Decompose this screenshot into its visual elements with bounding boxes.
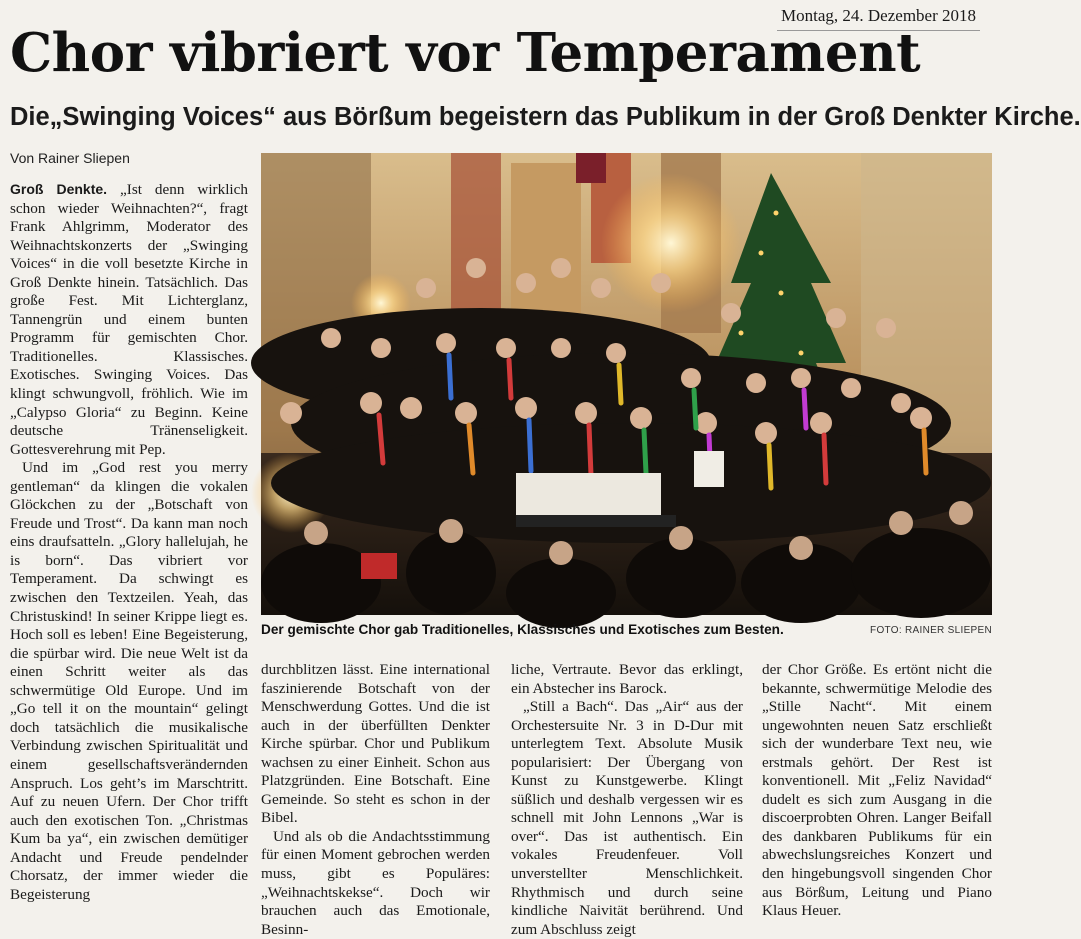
paragraph (10, 180, 248, 459)
paragraph: Und im „God rest you merry gentleman“ da klingen die vokalen Glöckchen zu der „Botschaft von Freude und Trost“. Da kann man noch eins draufsatteln. „Glory hallelujah, he is born“. Das vibriert vor Temperament. Da schwingt es zwischen den Textzeilen. Yeah, das Christuskind! In seiner Krippe liegt es. Hoch soll es leben! Eine Begeisterung, die spürbar wird. Die neue Welt ist da einen Schritt weiter als das schwermütige Old Europe. Und im „Go tell it on the mountain“ gelingt doch tatsächlich die musikalische Verbindung zwischen Spiritualität und einem gesellschaftsverändernden Anspruch. Los geht’s im Marschtritt. Auf zu neuen Ufern. Der Chor trifft auch den exotischen Ton. „Christmas Kum ba ya“, ein zwischen demütiger Andacht und Freude pendelnder Chorsatz, der immer wieder die Begeisterung (10, 459, 248, 903)
paragraph: „Still a Bach“. Das „Air“ aus der Orchestersuite Nr. 3 in D-Dur mit unterlegtem Text. Absolute Musik popularisiert: Der Übergang von Kunst zu Kunstgewerbe. Klingt süßlich und deshalb vergessen wir es schnell mit John Lennons „War is over“. Das ist authentisch. Ein vokales Freudenfeuer. Voll unverstellter Menschlichkeit. Rhythmisch und durch seine kindliche Naivität berührend. Und zum Abschluss zeigt (511, 698, 743, 938)
choir-photo (261, 153, 992, 615)
subheadline: Die„Swinging Voices“ aus Börßum begeistern das Publikum in der Groß Denkter Kirche. (10, 103, 1081, 131)
article-column-3 (511, 661, 743, 938)
dateline-place: Groß Denkte. (10, 181, 108, 197)
article-column-2 (261, 661, 490, 938)
article-column-4 (762, 661, 992, 925)
paragraph-text: „Ist denn wirklich schon wieder Weihnachten?“, fragt Frank Ahlgrimm, Moderator des Weihnachtskonzerts der „Swinging Voices“ in die voll besetzte Kirche in Groß Denkte hinein. Tatsächlich. Das große Fest. Mit Lichterglanz, Tannengrün und einem bunten Programm für gemischten Chor. Traditionelles. Klassisches. Exotisches. Swinging Voices. Das klingt schwungvoll, fröhlich. Wie im „Calypso Gloria“ zu Beginn. Keine deutsche Tränenseligkeit. Gottesverehrung mit Pep. (10, 181, 248, 458)
publication-date: Montag, 24. Dezember 2018 (777, 6, 980, 31)
headline: Chor vibriert vor Temperament (10, 22, 921, 84)
paragraph: liche, Vertraute. Bevor das erklingt, ein Abstecher ins Barock. (511, 661, 743, 697)
article-column-1 (10, 180, 248, 925)
paragraph: Und als ob die Andachtsstimmung für einen Moment gebrochen werden muss, gibt es Populäres: „Weihnachtskekse“. Doch wir brauchen auch das Emotionale, Besinn- (261, 827, 490, 938)
byline: Von Rainer Sliepen (10, 150, 130, 166)
paragraph: der Chor Größe. Es ertönt nicht die bekannte, schwermütige Melodie des „Stille Nacht“. Mit einem ungewohnten neuen Satz erschließt sich der wunderbare Text neu, wie erstmals gehört. Der Rest ist konventionell. Mit „Feliz Navidad“ dudelt es sich zum Ausgang in die discoerprobten Ohren. Langer Beifall des dankbaren Publikums für ein abwechslungsreiches Konzert und den hingebungsvoll singenden Chor aus Börßum, Leitung und Piano Klaus Heuer. (762, 661, 992, 920)
photo-credit: FOTO: RAINER SLIEPEN (870, 625, 992, 636)
paragraph: durchblitzen lässt. Eine international faszinierende Botschaft von der Menschwerdung Gottes. Und die ist auch in der überfüllten Denkter Kirche spürbar. Chor und Publikum wachsen zu einer Einheit. Schon aus Platzgründen. Eine Botschaft. Eine Gemeinde. So steht es schon in der Bibel. (261, 661, 490, 827)
choir-photo-illustration (261, 153, 992, 615)
photo-caption: Der gemischte Chor gab Traditionelles, Klassisches und Exotisches zum Besten. (261, 622, 784, 637)
